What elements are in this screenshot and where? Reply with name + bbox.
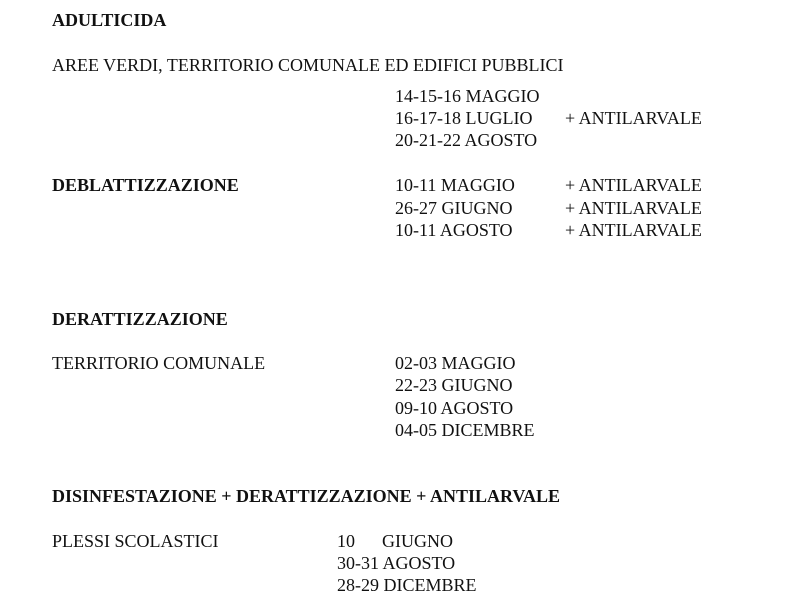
date-adulticida-3: 20-21-22 AGOSTO: [395, 130, 538, 150]
date-disinfestazione-2: 30-31 AGOSTO: [337, 553, 456, 573]
date-derattizzazione-1: 02-03 MAGGIO: [395, 353, 516, 373]
date-deblattizzazione-1: 10-11 MAGGIO: [395, 175, 515, 195]
date-derattizzazione-3: 09-10 AGOSTO: [395, 398, 514, 418]
date-derattizzazione-2: 22-23 GIUGNO: [395, 375, 513, 395]
date-deblattizzazione-2: 26-27 GIUGNO: [395, 198, 513, 218]
note-deblattizzazione-2: + ANTILARVALE: [565, 198, 702, 218]
area-label-derattizzazione: TERRITORIO COMUNALE: [52, 353, 266, 373]
section-title-deblattizzazione: DEBLATTIZZAZIONE: [52, 175, 239, 195]
area-label-adulticida: AREE VERDI, TERRITORIO COMUNALE ED EDIFICI PUBBLICI: [52, 55, 564, 75]
date-deblattizzazione-3: 10-11 AGOSTO: [395, 220, 513, 240]
date-adulticida-2: 16-17-18 LUGLIO: [395, 108, 533, 128]
note-adulticida-2: + ANTILARVALE: [565, 108, 702, 128]
date-adulticida-1: 14-15-16 MAGGIO: [395, 86, 540, 106]
date-disinfestazione-3: 28-29 DICEMBRE: [337, 575, 477, 595]
date-derattizzazione-4: 04-05 DICEMBRE: [395, 420, 535, 440]
area-label-disinfestazione: PLESSI SCOLASTICI: [52, 531, 219, 551]
section-title-disinfestazione: DISINFESTAZIONE + DERATTIZZAZIONE + ANTILARVALE: [52, 486, 561, 506]
section-title-derattizzazione: DERATTIZZAZIONE: [52, 309, 228, 329]
date-disinfestazione-1: 10 GIUGNO: [337, 531, 453, 551]
section-title-adulticida: ADULTICIDA: [52, 10, 167, 30]
note-deblattizzazione-3: + ANTILARVALE: [565, 220, 702, 240]
note-deblattizzazione-1: + ANTILARVALE: [565, 175, 702, 195]
